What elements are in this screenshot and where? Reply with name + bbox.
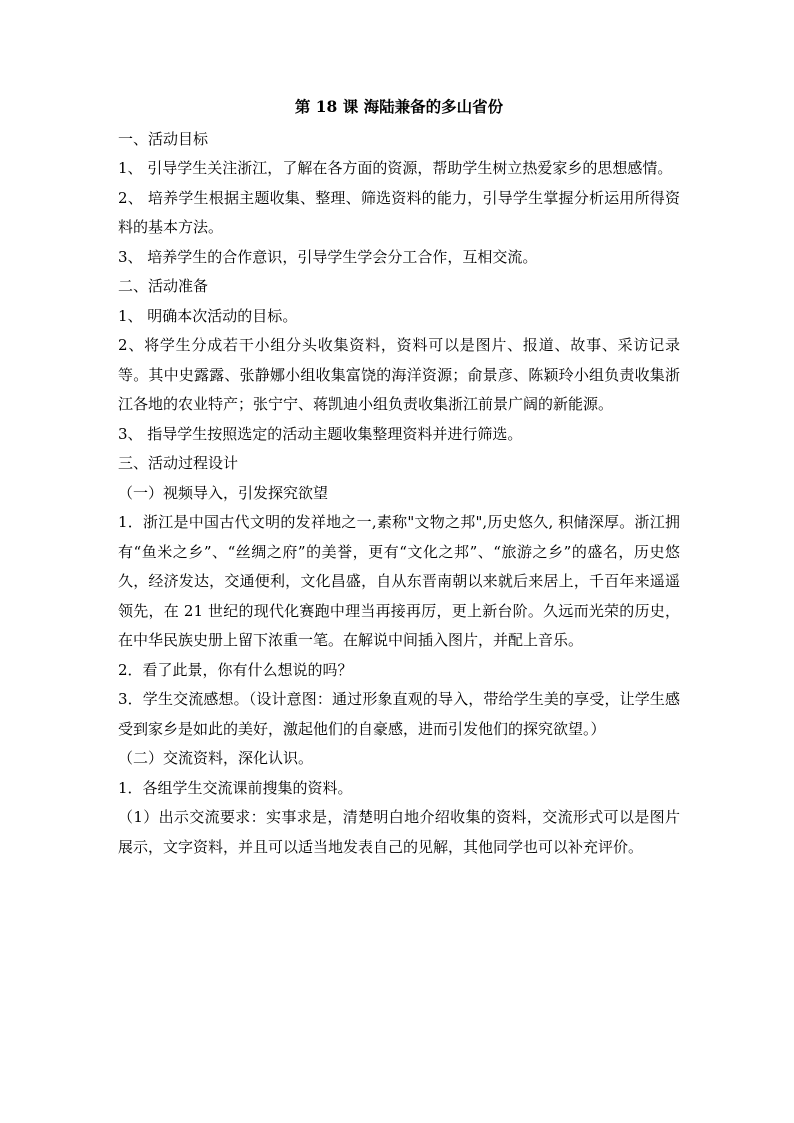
heading-process: 三、活动过程设计	[118, 454, 239, 472]
goal-item-2: 2、 培养学生根据主题收集、整理、筛选资料的能力，引导学生掌握分析运用所得资料的基本方法。	[118, 188, 680, 236]
document-page	[118, 92, 680, 862]
goal-item-1: 1、 引导学生关注浙江，了解在各方面的资源，帮助学生树立热爱家乡的思想感情。	[118, 159, 673, 177]
subheading-video-intro: （一）视频导入，引发探究欲望	[118, 483, 329, 502]
prep-item-2: 2、将学生分成若干小组分头收集资料，资料可以是图片、报道、故事、采访记录等。其中史露露、张静娜小组收集富饶的海洋资源；俞景彦、陈颖玲小组负责收集浙江各地的农业特产；张宁宁、蒋凯迪小组负责收集浙江前景广阔的新能源。	[118, 336, 680, 413]
process-paragraph-2: 2．看了此景，你有什么想说的吗？	[118, 660, 353, 679]
subheading-exchange: （二）交流资料，深化认识。	[118, 749, 314, 767]
prep-item-3: 3、 指导学生按照选定的活动主题收集整理资料并进行筛选。	[118, 424, 523, 443]
process-paragraph-3: 3．学生交流感想。（设计意图：通过形象直观的导入，带给学生美的享受，让学生感受到家乡是如此的美好，激起他们的自豪感，进而引发他们的探究欲望。）	[118, 690, 680, 738]
exchange-paragraph-1: 1．各组学生交流课前搜集的资料。	[118, 778, 353, 797]
process-paragraph-1: 1．浙江是中国古代文明的发祥地之一,素称"文物之邦",历史悠久, 积储深厚。浙江拥有“鱼米之乡”、“丝绸之府”的美誉，更有“文化之邦”、“旅游之乡”的盛名，历史悠久，经济发达，交通便利，文化昌盛，自从东晋南朝以来就后来居上，千百年来遥遥领先，在 21 世纪的现代化赛跑中理当再接再厉，更上新台阶。久远而光荣的历史，在中华民族史册上留下浓重一笔。在解说中间插入图片，并配上音乐。	[118, 513, 680, 649]
exchange-paragraph-2: （1）出示交流要求：实事求是，清楚明白地介绍收集的资料，交流形式可以是图片展示，文字资料，并且可以适当地发表自己的见解，其他同学也可以补充评价。	[118, 808, 680, 856]
goal-item-3: 3、 培养学生的合作意识，引导学生学会分工合作，互相交流。	[118, 247, 538, 266]
heading-goals: 一、活动目标	[118, 129, 209, 148]
document-title: 第 18 课 海陆兼备的多山省份	[294, 97, 504, 116]
prep-item-1: 1、 明确本次活动的目标。	[118, 306, 298, 325]
heading-preparation: 二、活动准备	[118, 277, 209, 295]
